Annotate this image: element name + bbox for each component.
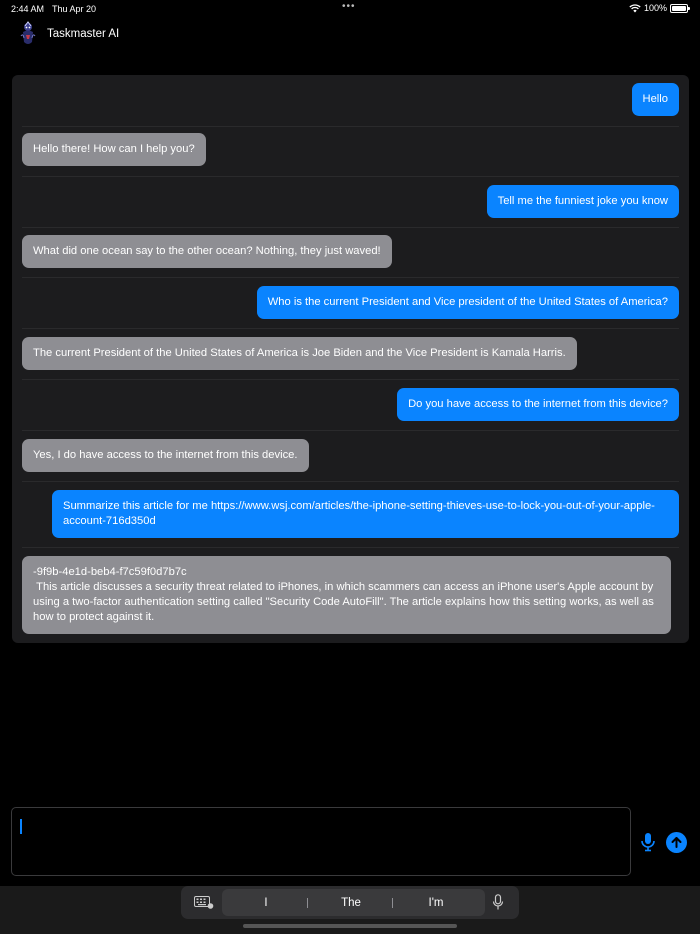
send-button[interactable] — [666, 832, 687, 853]
microphone-icon[interactable] — [639, 832, 657, 852]
message-divider — [22, 547, 679, 548]
message-divider — [22, 379, 679, 380]
message-divider — [22, 481, 679, 482]
bot-message: The current President of the United States of America is Joe Biden and the Vice President is Kamala Harris. — [22, 337, 577, 370]
app-title: Taskmaster AI — [47, 28, 120, 40]
keyboard-icon[interactable] — [194, 896, 214, 909]
message-divider — [22, 277, 679, 278]
suggestion-2[interactable]: The — [341, 897, 361, 909]
suggestion-separator — [307, 898, 308, 908]
suggestion-strip — [181, 886, 519, 919]
message-input[interactable] — [11, 807, 631, 876]
suggestion-3[interactable]: I'm — [428, 897, 444, 909]
app-header — [0, 18, 700, 52]
user-message: Summarize this article for me https://www.wsj.com/articles/the-iphone-setting-thieves-use-to-lock-you-out-of-your-apple-account-716d350d — [52, 490, 679, 538]
message-divider — [22, 126, 679, 127]
message-divider — [22, 328, 679, 329]
status-bar — [0, 0, 700, 18]
multitasking-dots-icon[interactable]: ••• — [342, 1, 356, 12]
battery-level — [672, 6, 686, 11]
dictation-microphone-icon[interactable] — [492, 894, 504, 911]
app-logo-icon — [17, 20, 39, 48]
chat-transcript[interactable] — [12, 75, 689, 643]
bot-message: What did one ocean say to the other ocean? Nothing, they just waved! — [22, 235, 392, 268]
message-divider — [22, 176, 679, 177]
keyboard-assistant-bar — [0, 886, 700, 934]
user-message: Hello — [632, 83, 680, 116]
message-divider — [22, 227, 679, 228]
user-message: Who is the current President and Vice president of the United States of America? — [257, 286, 679, 319]
battery-percent: 100% — [643, 3, 667, 13]
suggestion-separator — [392, 898, 393, 908]
user-message: Tell me the funniest joke you know — [487, 185, 679, 218]
suggestion-1[interactable]: I — [264, 897, 268, 909]
bot-message: Yes, I do have access to the internet from this device. — [22, 439, 309, 472]
arrow-up-icon — [666, 832, 687, 853]
message-divider — [22, 430, 679, 431]
status-date: Thu Apr 20 — [52, 4, 97, 14]
bot-message: -9f9b-4e1d-beb4-f7c59f0d7b7c This article discusses a security threat related to iPhones, in which scammers can access an iPhone user's Apple account by using a two-factor authentication setting called "Security Code AutoFill". The article explains how this setting works, as well as how to protect against it. — [22, 556, 671, 634]
status-time: 2:44 AM — [11, 4, 45, 14]
battery-icon — [670, 4, 688, 13]
text-caret — [20, 819, 22, 834]
user-message: Do you have access to the internet from this device? — [397, 388, 679, 421]
predictive-text-bar — [222, 889, 485, 916]
wifi-icon — [629, 4, 641, 13]
status-indicators — [629, 3, 688, 13]
bot-message: Hello there! How can I help you? — [22, 133, 206, 166]
home-indicator[interactable] — [243, 924, 457, 928]
